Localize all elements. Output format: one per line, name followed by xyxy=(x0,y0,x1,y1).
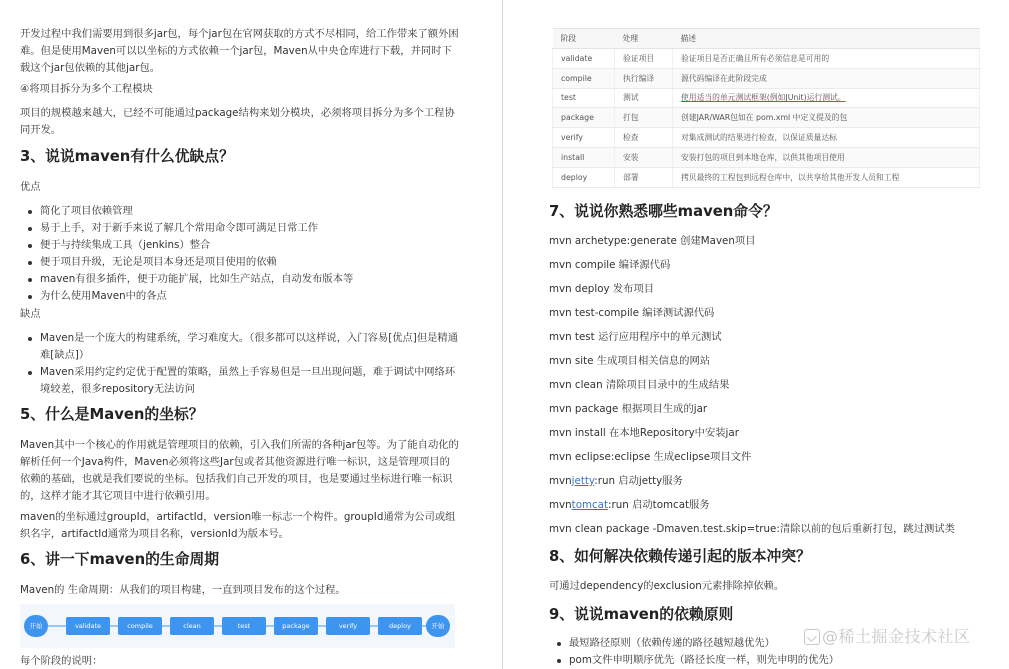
table-cell: 使用适当的单元测试框架(例如JUnit)运行测试。 xyxy=(673,88,980,108)
coord-paragraph-2: maven的坐标通过groupId，artifactId，version唯一标志一个构件。groupId通常为公司或组织名字，artifactId通常为项目名称，versionId为版本号。 xyxy=(20,511,456,540)
pros-label: 优点 xyxy=(20,181,41,193)
table-cell: compile xyxy=(553,68,615,88)
heading-3: 3、说说maven有什么优缺点？ xyxy=(20,148,234,165)
command-line-jetty xyxy=(549,473,683,490)
list-item: 易于上手，对于新手来说了解几个常用命令即可满足日常工作 xyxy=(20,220,460,237)
list-item: 简化了项目依赖管理 xyxy=(20,203,460,220)
flow-node-compile: compile xyxy=(118,617,162,635)
command-line: mvn test-compile 编译测试源代码 xyxy=(549,307,715,319)
flow-node-validate: validate xyxy=(66,617,110,635)
pros-list xyxy=(20,203,460,305)
table-row xyxy=(553,68,980,88)
watermark-text: @稀土掘金技术社区 xyxy=(822,627,971,646)
table-cell: 拷贝最终的工程包到远程仓库中，以共享给其他开发人员和工程 xyxy=(673,167,980,187)
command-line: mvn install 在本地Repository中安装jar xyxy=(549,427,739,439)
flow-node-start: 开始 xyxy=(24,615,48,637)
table-row xyxy=(553,167,980,187)
flow-node-deploy: deploy xyxy=(378,617,422,635)
table-cell: 安装 xyxy=(615,147,673,167)
table-cell: 源代码编译在此阶段完成 xyxy=(673,68,980,88)
command-line: mvn deploy 发布项目 xyxy=(549,283,655,295)
coord-paragraph-1: Maven其中一个核心的作用就是管理项目的依赖，引入我们所需的各种jar包等。为了能自动化的解析任何一个Java构件，Maven必须将这些Jar包或者其他资源进行唯一标识，这是管理项目的依赖的基础，也就是我们要说的坐标。包括我们自己开发的项目，也是要通过坐标进行唯一标识的，这样才能才其它项目中进行依赖引用。 xyxy=(20,439,459,502)
command-line: mvn test 运行应用程序中的单元测试 xyxy=(549,331,722,343)
command-line: mvn site 生成项目相关信息的网站 xyxy=(549,355,711,367)
table-cell: 验证项目 xyxy=(615,49,673,69)
table-cell: install xyxy=(553,147,615,167)
lifecycle-paragraph: Maven的 生命周期：从我们的项目构建，一直到项目发布的这个过程。 xyxy=(20,584,346,596)
table-row xyxy=(553,49,980,69)
heading-5: 5、什么是Maven的坐标？ xyxy=(20,406,204,423)
flow-node-clean: clean xyxy=(170,617,214,635)
conflict-paragraph: 可通过dependency的exclusion元素排除掉依赖。 xyxy=(549,580,785,592)
heading-9: 9、说说maven的依赖原则 xyxy=(549,606,734,623)
command-suffix: :run 启动tomcat服务 xyxy=(608,499,710,511)
list-item: 便于与持续集成工具（jenkins）整合 xyxy=(20,237,460,254)
juejin-logo-icon xyxy=(804,629,820,645)
table-cell: 安装打包的项目到本地仓库，以供其他项目使用 xyxy=(673,147,980,167)
table-cell: verify xyxy=(553,128,615,148)
command-line: mvn clean package -Dmaven.test.skip=true:清除以前的包后重新打包，跳过测试类 xyxy=(549,523,955,535)
flow-node-end: 开始 xyxy=(426,615,450,637)
watermark xyxy=(804,624,971,647)
point4-desc: 项目的规模越来越大，已经不可能通过package结构来划分模块，必须将项目拆分为多个工程协同开发。 xyxy=(20,107,455,136)
command-suffix: :run 启动jetty服务 xyxy=(594,475,683,487)
intro-paragraph: 开发过程中我们需要用到很多jar包，每个jar包在官网获取的方式不尽相同，给工作带来了额外困难。但是使用Maven可以以坐标的方式依赖一个jar包，Maven从中央仓库进行下载，并同时下载这个jar包依赖的其他jar包。 xyxy=(20,28,459,74)
command-line: mvn package 根据项目生成的jar xyxy=(549,403,708,415)
table-cell: 测试 xyxy=(615,88,673,108)
page-divider xyxy=(502,0,503,669)
command-line: mvn clean 清除项目目录中的生成结果 xyxy=(549,379,730,391)
table-cell: 创建JAR/WAR包如在 pom.xml 中定义提及的包 xyxy=(673,108,980,128)
list-item: 便于项目升级，无论是项目本身还是项目使用的依赖 xyxy=(20,254,460,271)
table-cell: 验证项目是否正确且所有必须信息是可用的 xyxy=(673,49,980,69)
lifecycle-flow-diagram xyxy=(20,604,455,648)
table-row xyxy=(553,128,980,148)
flow-node-verify: verify xyxy=(326,617,370,635)
table-cell: 部署 xyxy=(615,167,673,187)
table-header-row xyxy=(553,29,980,49)
list-item: Maven采用约定约定优于配置的策略，虽然上手容易但是一旦出现问题，难于调试中网络环境较差，很多repository无法访问 xyxy=(20,364,460,398)
table-cell: validate xyxy=(553,49,615,69)
list-item: pom文件申明顺序优先（路径长度一样，则先申明的优先） xyxy=(549,652,989,669)
cons-list xyxy=(20,330,460,398)
command-line-tomcat xyxy=(549,497,710,514)
command-line: mvn archetype:generate 创建Maven项目 xyxy=(549,235,756,247)
list-item: maven有很多插件，便于功能扩展，比如生产站点，自动发布版本等 xyxy=(20,271,460,288)
command-prefix: mvn xyxy=(549,475,572,487)
list-item: 为什么使用Maven中的各点 xyxy=(20,288,460,305)
table-row xyxy=(553,108,980,128)
command-line: mvn compile 编译源代码 xyxy=(549,259,671,271)
column-header: 处理 xyxy=(615,29,673,49)
point4-label: ④将项目拆分为多个工程模块 xyxy=(20,83,153,95)
list-item: 最短路径原则（依赖传递的路径越短越优先） xyxy=(549,635,989,652)
table-cell: 对集成测试的结果进行检查，以保证质量达标 xyxy=(673,128,980,148)
command-prefix: mvn xyxy=(549,499,572,511)
flow-node-package: package xyxy=(274,617,318,635)
jetty-link[interactable]: jetty xyxy=(571,475,595,487)
lifecycle-table xyxy=(552,28,980,188)
heading-8: 8、如何解决依赖传递引起的版本冲突？ xyxy=(549,548,811,565)
column-header: 阶段 xyxy=(553,29,615,49)
column-header: 描述 xyxy=(673,29,980,49)
list-item: Maven是一个庞大的构建系统，学习难度大。（很多都可以这样说，入门容易[优点]但是精通难[缺点]） xyxy=(20,330,460,364)
table-cell: deploy xyxy=(553,167,615,187)
table-cell: 执行编译 xyxy=(615,68,673,88)
table-cell: test xyxy=(553,88,615,108)
table-row xyxy=(553,147,980,167)
flow-node-test: test xyxy=(222,617,266,635)
table-cell: 检查 xyxy=(615,128,673,148)
heading-7: 7、说说你熟悉哪些maven命令？ xyxy=(549,203,778,220)
table-cell: package xyxy=(553,108,615,128)
table-cell: 打包 xyxy=(615,108,673,128)
cons-label: 缺点 xyxy=(20,308,41,320)
command-line: mvn eclipse:eclipse 生成eclipse项目文件 xyxy=(549,451,752,463)
heading-6: 6、讲一下maven的生命周期 xyxy=(20,551,220,568)
table-row xyxy=(553,88,980,108)
tomcat-link[interactable]: tomcat xyxy=(571,499,609,511)
stage-desc-label: 每个阶段的说明： xyxy=(20,655,103,667)
